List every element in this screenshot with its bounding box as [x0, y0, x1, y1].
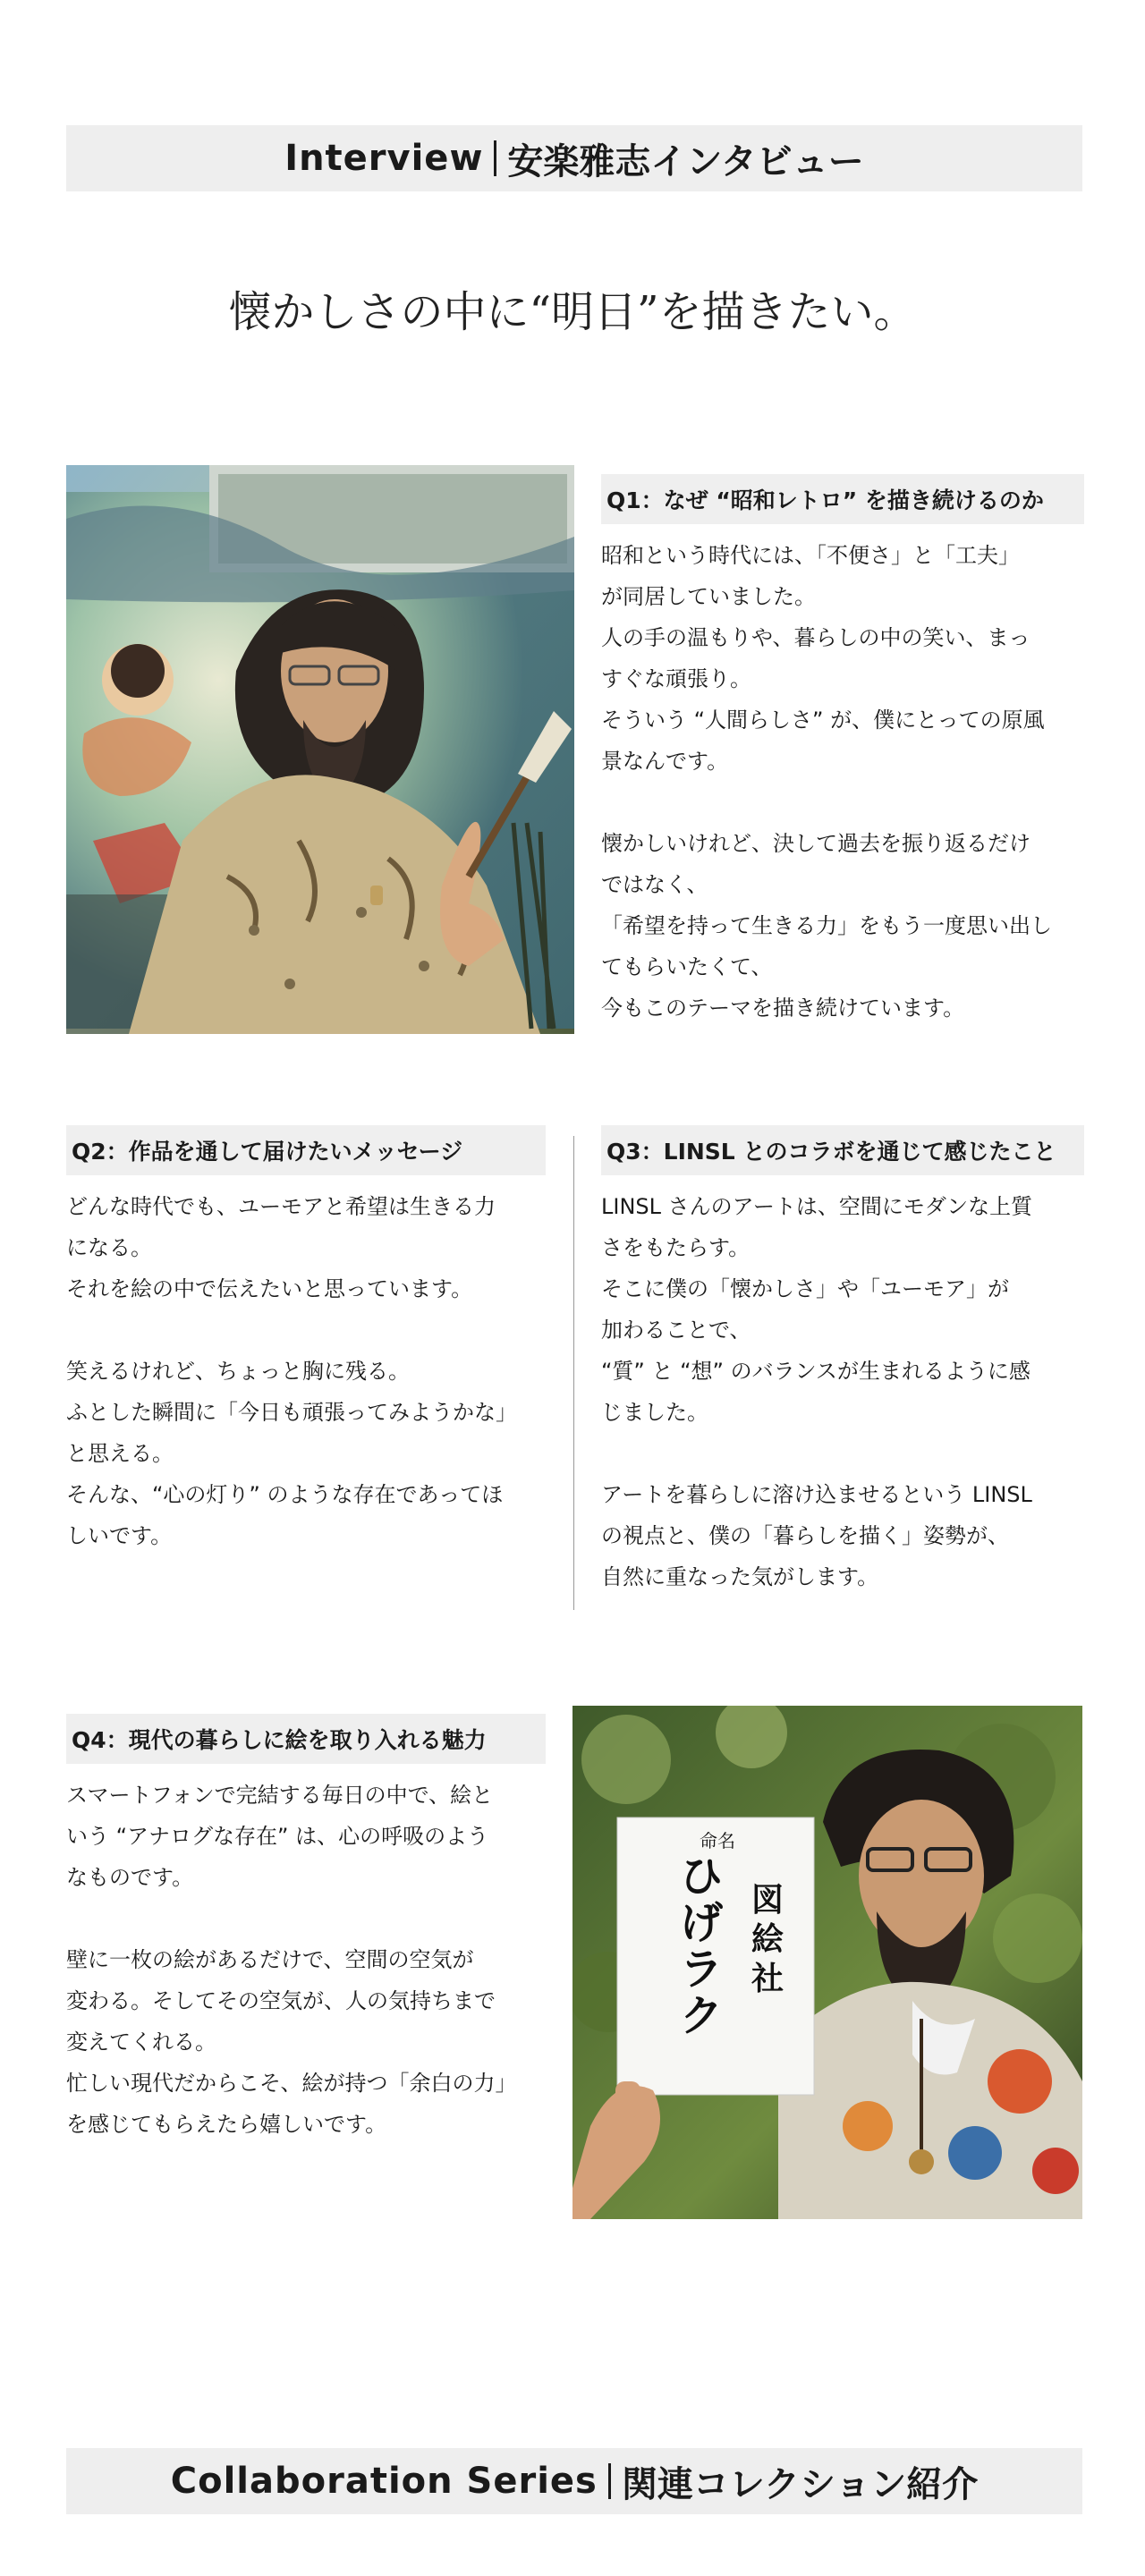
answer-line: それを絵の中で伝えたいと思っています。	[66, 1276, 473, 1301]
qa-block-q4	[66, 1714, 546, 2145]
banner-separator	[494, 140, 496, 176]
answer-line: じました。	[601, 1400, 708, 1425]
answer-line: になる。	[66, 1235, 152, 1260]
column-divider	[573, 1136, 574, 1610]
answer-line: と思える。	[66, 1441, 174, 1466]
answer-line: の視点と、僕の「暮らしを描く」姿勢が、	[601, 1523, 1009, 1548]
answer-line: そこに僕の「懐かしさ」や「ユーモア」が	[601, 1276, 1009, 1301]
page-headline: 懐かしさの中に“明日”を描きたい。	[228, 287, 917, 337]
banner-separator	[608, 2463, 611, 2499]
calligraphy-sign	[617, 1818, 814, 2095]
answer-line: “質” と “想” のバランスが生まれるように感	[601, 1359, 1030, 1384]
qa-block-q1	[601, 474, 1084, 1029]
answer-line: ふとした瞬間に「今日も頑張ってみようかな」	[66, 1400, 517, 1425]
sign-text-line2: 図絵社	[751, 1881, 785, 1997]
answer-line: 忙しい現代だからこそ、絵が持つ「余白の力」	[66, 2071, 517, 2096]
sign-small-text: 命名	[700, 1830, 735, 1852]
answer-line: アートを暮らしに溶け込ませるという LINSL	[601, 1482, 1032, 1507]
banner-subtitle: 安楽雅志インタビュー	[507, 140, 864, 182]
answer-line: 変えてくれる。	[66, 2029, 216, 2055]
qa-block-q3	[601, 1125, 1084, 1597]
answer-line: を感じてもらえたら嬉しいです。	[66, 2112, 387, 2137]
answer-line: LINSL さんのアートは、空間にモダンな上質	[601, 1194, 1033, 1219]
question-heading: Q3：LINSL とのコラボを通じて感じたこと	[601, 1125, 1084, 1175]
answer-line: なものです。	[66, 1865, 194, 1890]
question-heading: Q1：なぜ “昭和レトロ” を描き続けるのか	[601, 474, 1084, 524]
banner-title: Collaboration Series	[170, 2461, 598, 2502]
answer-line: 懐かしいけれど、決して過去を振り返るだけ	[601, 831, 1030, 856]
question-heading: Q2：作品を通して届けたいメッセージ	[66, 1125, 546, 1175]
answer-line: 「希望を持って生きる力」をもう一度思い出し	[601, 913, 1052, 938]
answer-line: てもらいたくて、	[601, 954, 773, 979]
answer-line: スマートフォンで完結する毎日の中で、絵と	[66, 1783, 494, 1808]
collaboration-banner	[66, 2448, 1082, 2514]
answer-line: そんな、“心の灯り” のような存在であってほ	[66, 1482, 504, 1507]
answer-line: しいです。	[66, 1523, 173, 1548]
qa-block-q2	[66, 1125, 546, 1556]
banner-title: Interview	[284, 138, 484, 179]
answer-line: さをもたらす。	[601, 1235, 751, 1260]
answer-line: 人の手の温もりや、暮らしの中の笑い、まっ	[601, 625, 1030, 650]
answer-line: 景なんです。	[601, 749, 729, 774]
sign-text-line1: ひげラク	[680, 1852, 724, 2041]
answer-line: 自然に重なった気がします。	[601, 1564, 879, 1589]
banner-subtitle: 関連コレクション紹介	[621, 2463, 979, 2505]
answer-line: 壁に一枚の絵があるだけで、空間の空気が	[66, 1947, 474, 1972]
interview-banner	[66, 125, 1082, 191]
answer-line: 笑えるけれど、ちょっと胸に残る。	[66, 1359, 410, 1384]
answer-line: いう “アナログな存在” は、心の呼吸のよう	[66, 1824, 489, 1849]
answer-line: そういう “人間らしさ” が、僕にとっての原風	[601, 708, 1045, 733]
answer-line: すぐな頑張り。	[601, 666, 751, 691]
answer-line: どんな時代でも、ユーモアと希望は生きる力	[66, 1194, 496, 1219]
answer-line: 変わる。そしてその空気が、人の気持ちまで	[66, 1988, 496, 2013]
answer-line: 今もこのテーマを描き続けています。	[601, 996, 965, 1021]
answer-line: 昭和という時代には、「不便さ」と「工夫」	[601, 543, 1020, 568]
answer-line: ではなく、	[601, 872, 708, 897]
answer-line: 加わることで、	[601, 1318, 751, 1343]
artist-painting-photo	[66, 465, 574, 1034]
artist-with-sign-photo	[572, 1706, 1082, 2219]
question-heading: Q4：現代の暮らしに絵を取り入れる魅力	[66, 1714, 546, 1764]
answer-line: が同居していました。	[601, 584, 816, 609]
